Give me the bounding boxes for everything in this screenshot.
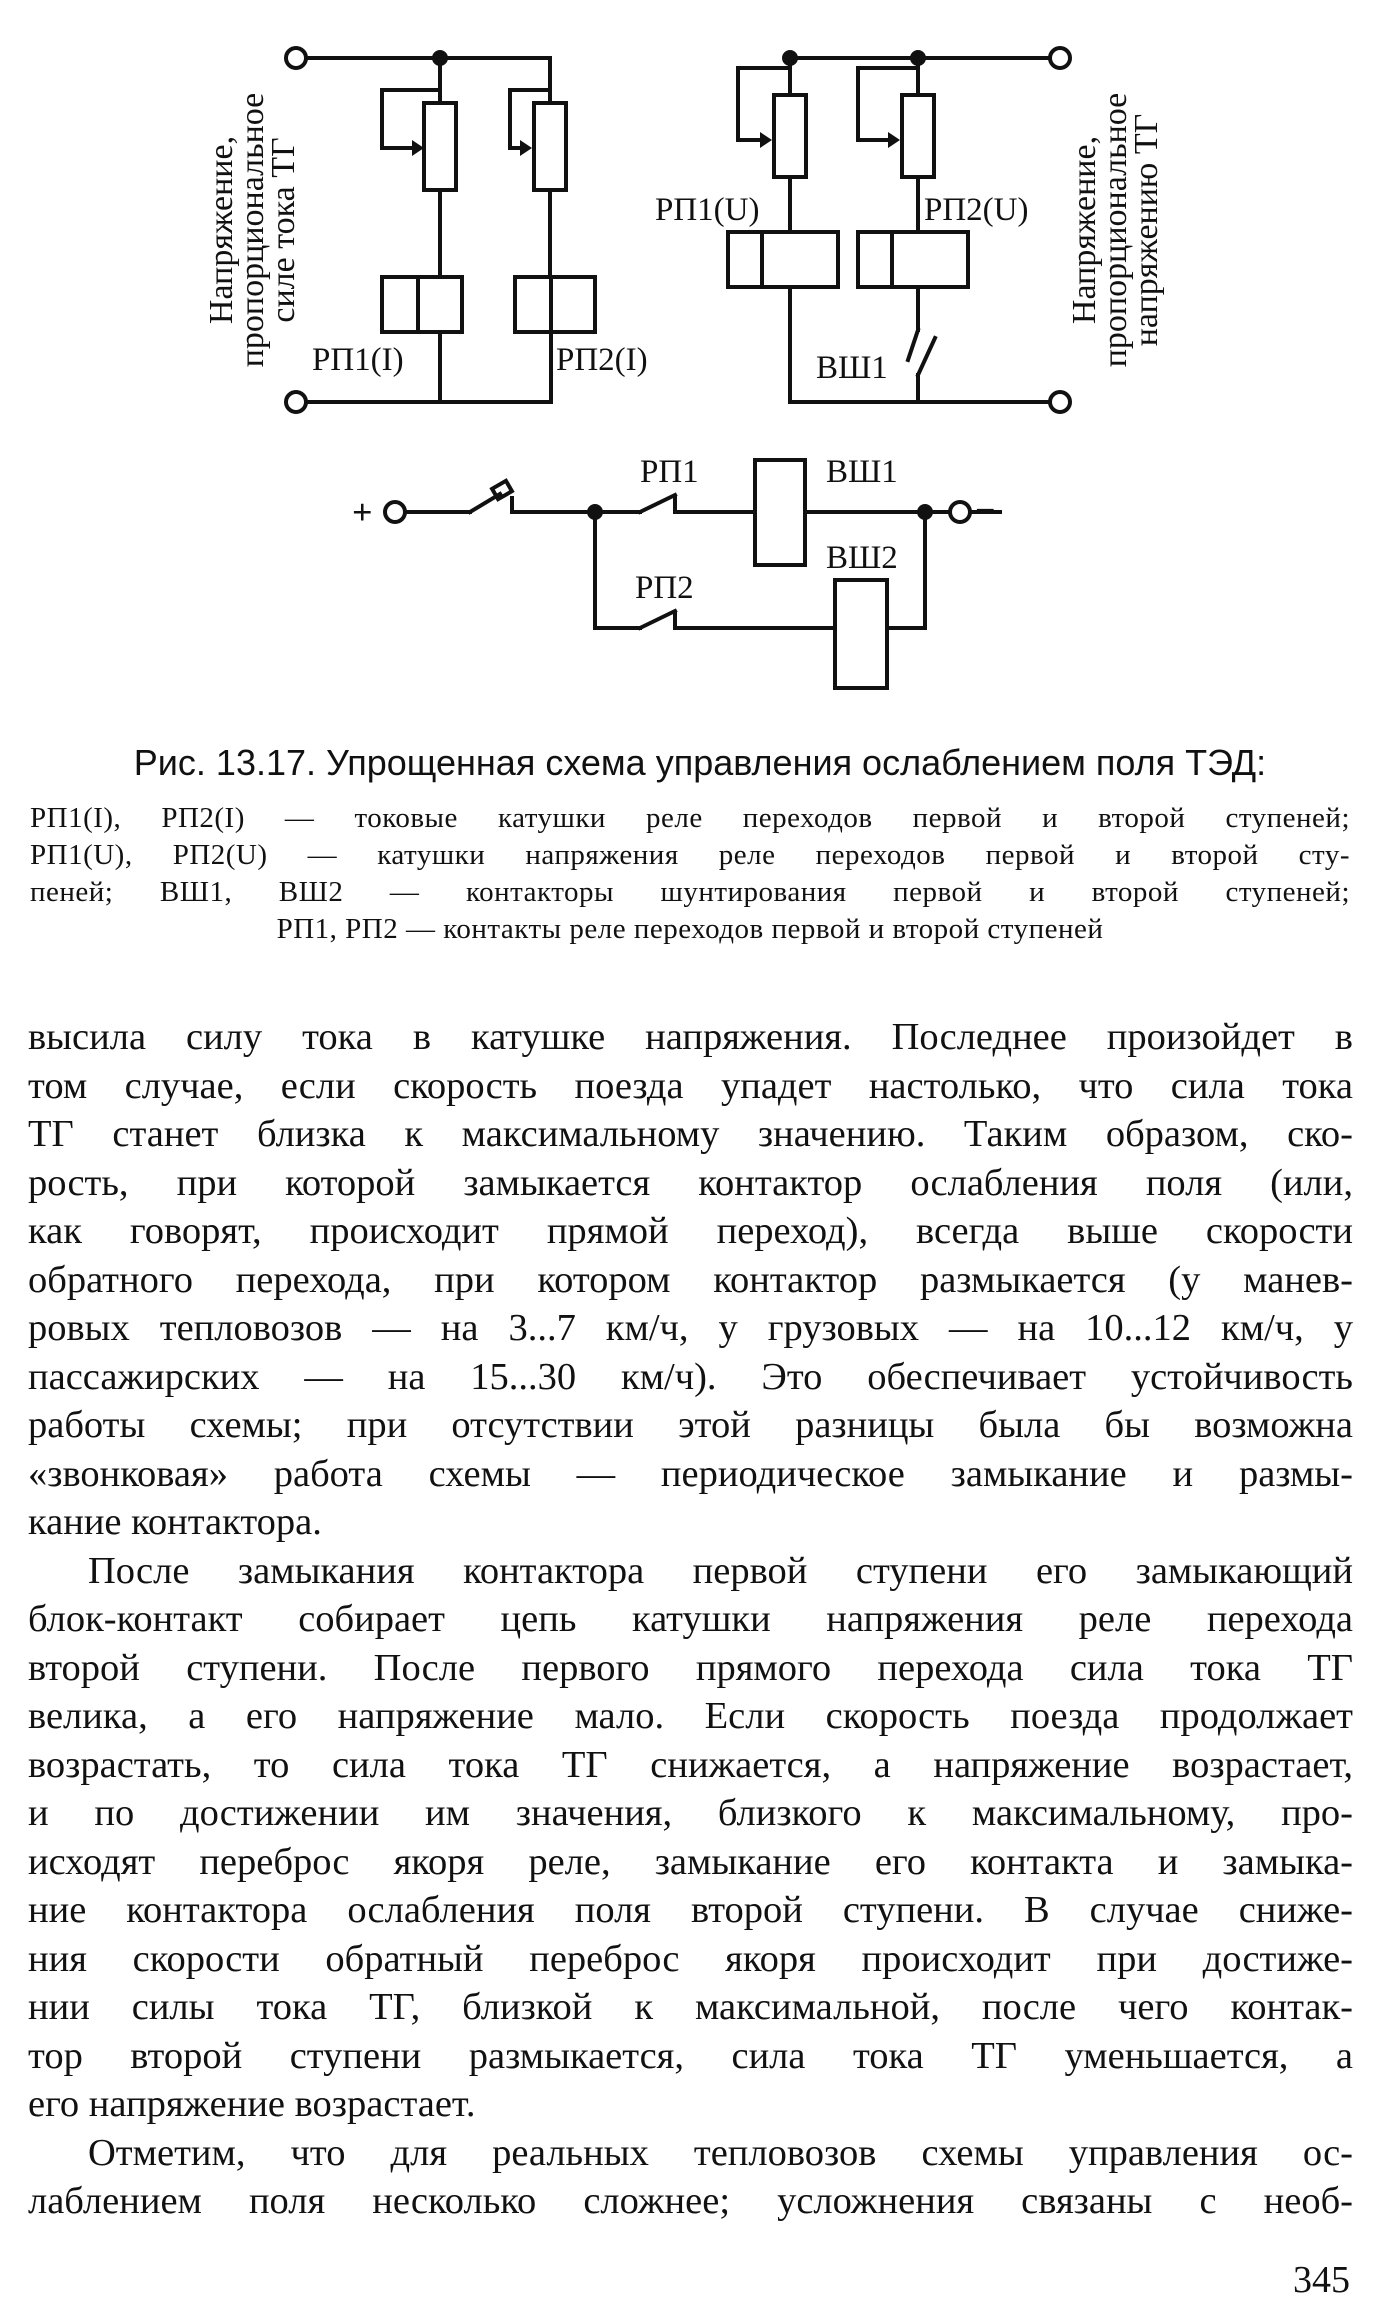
label-vsh1-contact: ВШ1 xyxy=(816,350,888,386)
text-line: велика, а его напряжение мало. Если скорость поезда продолжает xyxy=(28,1695,1353,1737)
label-vsh2-coil: ВШ2 xyxy=(826,540,898,576)
text-line: лаблением поля несколько сложнее; усложнения связаны с необ- xyxy=(28,2180,1353,2222)
figure-legend-line: РП1(U), РП2(U) — катушки напряжения реле переходов первой и второй сту- xyxy=(30,839,1350,871)
text-line: пассажирских — на 15...30 км/ч). Это обеспечивает устойчивость xyxy=(28,1356,1353,1398)
text-line: блок-контакт собирает цепь катушки напряжения реле перехода xyxy=(28,1598,1353,1640)
minus-terminal-label: − xyxy=(975,490,996,530)
svg-text:напряжению ТГ: напряжению ТГ xyxy=(1128,113,1165,347)
rheostat-2 xyxy=(534,103,566,190)
svg-text:Напряжение,: Напряжение, xyxy=(1066,135,1103,325)
coil-rp1-i xyxy=(382,277,462,332)
paragraph-first-line: Отметим, что для реальных тепловозов схемы управления ос- xyxy=(88,2132,1353,2174)
figure-legend-line: РП1, РП2 — контакты реле переходов первой и второй ступеней xyxy=(276,913,1104,945)
coil-rp1-u xyxy=(728,232,838,287)
text-line: тор второй ступени размыкается, сила тока ТГ уменьшается, а xyxy=(28,2035,1353,2077)
text-line: том случае, если скорость поезда упадет настолько, что сила тока xyxy=(28,1065,1353,1107)
label-rp1-i: РП1(I) xyxy=(312,342,404,378)
text-line: его напряжение возрастает. xyxy=(28,2083,476,2125)
plus-terminal-label: + xyxy=(352,492,373,532)
label-vsh1-coil: ВШ1 xyxy=(826,454,898,490)
coil-vsh1 xyxy=(755,460,805,565)
page-number: 345 xyxy=(1293,2259,1350,2301)
figure-legend-line: РП1(I), РП2(I) — токовые катушки реле переходов первой и второй ступеней; xyxy=(30,802,1350,834)
text-line: рость, при которой замыкается контактор ослабления поля (или, xyxy=(28,1162,1353,1204)
label-rp1-u: РП1(U) xyxy=(655,192,760,228)
text-line: ровых тепловозов — на 3...7 км/ч, у грузовых — на 10...12 км/ч, у xyxy=(28,1307,1353,1349)
label-rp2-i: РП2(I) xyxy=(556,342,648,378)
text-line: обратного перехода, при котором контактор размыкается (у манев- xyxy=(28,1259,1353,1301)
label-rp2-u: РП2(U) xyxy=(924,192,1029,228)
svg-text:силе тока ТГ: силе тока ТГ xyxy=(265,137,302,323)
voltage-relay-circuit xyxy=(728,48,1070,412)
rheostat-3 xyxy=(774,95,806,177)
text-line: второй ступени. После первого прямого перехода сила тока ТГ xyxy=(28,1647,1353,1689)
text-line: ТГ станет близка к максимальному значению. Таким образом, ско- xyxy=(28,1113,1353,1155)
text-line: нии силы тока ТГ, близкой к максимальной, после чего контак- xyxy=(28,1986,1353,2028)
text-line: как говорят, происходит прямой переход), всегда выше скорости xyxy=(28,1210,1353,1252)
text-line: ния скорости обратный переброс якоря происходит при достиже- xyxy=(28,1938,1353,1980)
coil-vsh2 xyxy=(835,580,887,688)
figure-caption-title: Рис. 13.17. Упрощенная схема управления ослаблением поля ТЭД: xyxy=(133,742,1267,783)
text-line: возрастать, то сила тока ТГ снижается, а напряжение возрастает, xyxy=(28,1744,1353,1786)
label-rp2-contact: РП2 xyxy=(635,570,694,606)
paragraph-first-line: После замыкания контактора первой ступени его замыкающий xyxy=(88,1550,1353,1592)
text-line: высила силу тока в катушке напряжения. Последнее произойдет в xyxy=(28,1016,1353,1058)
label-rp1-contact: РП1 xyxy=(640,454,699,490)
rheostat-4 xyxy=(902,95,934,177)
text-line: ние контактора ослабления поля второй ступени. В случае сниже- xyxy=(28,1889,1353,1931)
text-line: работы схемы; при отсутствии этой разницы была бы возможна xyxy=(28,1404,1353,1446)
coil-rp2-u xyxy=(858,232,968,287)
rheostat-1 xyxy=(424,103,456,190)
coil-rp2-i xyxy=(515,277,595,332)
svg-text:Напряжение,: Напряжение, xyxy=(203,135,240,325)
text-line: исходят переброс якоря реле, замыкание его контакта и замыка- xyxy=(28,1841,1353,1883)
text-line: «звонковая» работа схемы — периодическое замыкание и размы- xyxy=(28,1453,1353,1495)
svg-text:пропорциональное: пропорциональное xyxy=(1097,92,1134,368)
left-side-label xyxy=(203,93,302,368)
right-side-label xyxy=(1066,93,1165,368)
text-line: и по достижении им значения, близкого к максимальному, про- xyxy=(28,1792,1353,1834)
text-line: кание контактора. xyxy=(28,1501,322,1543)
figure-legend-line: пеней; ВШ1, ВШ2 — контакторы шунтирования первой и второй ступеней; xyxy=(30,876,1350,908)
svg-text:пропорциональное: пропорциональное xyxy=(234,92,271,368)
circuit-diagram xyxy=(0,0,1380,720)
